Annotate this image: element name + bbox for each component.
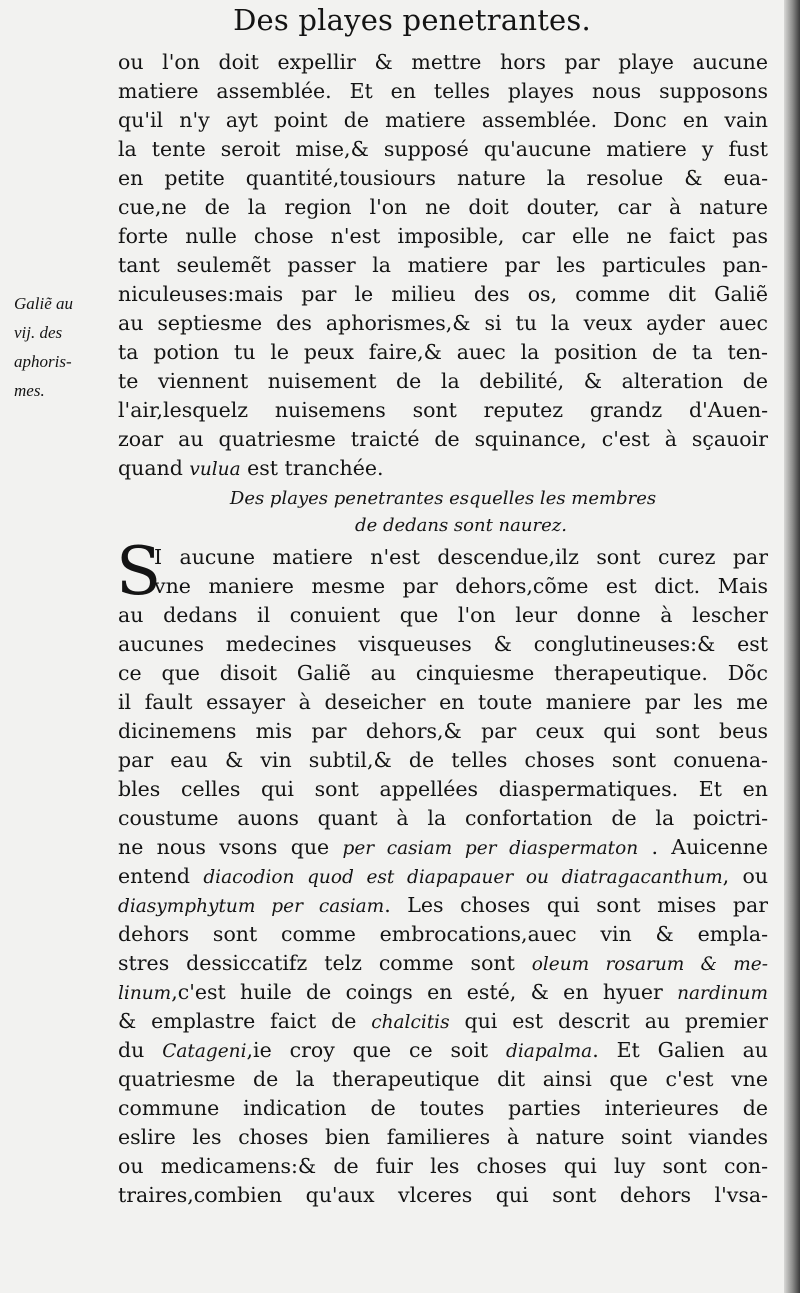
text-line: cue,ne de la region l'on ne doit douter, car à nature bbox=[118, 195, 768, 219]
text-line: ta potion tu le peux faire,& auec la position de ta ten- bbox=[118, 340, 768, 364]
text-line: forte nulle chose n'est imposible, car elle ne faict pas bbox=[118, 224, 768, 248]
text-line: I aucune matiere n'est descendue,ilz sont curez par bbox=[154, 545, 768, 569]
text-line: bles celles qui sont appellées diaspermatiques. Et en bbox=[118, 777, 768, 801]
text-line: quatriesme de la therapeutique dit ainsi que c'est vne bbox=[118, 1067, 768, 1091]
text-line: traires,combien qu'aux vlceres qui sont dehors l'vsa- bbox=[118, 1183, 768, 1207]
italic-term: diapalma bbox=[506, 1041, 593, 1062]
text-line: qu'il n'y ayt point de matiere assemblée. Donc en vain bbox=[118, 108, 768, 132]
margin-note-line: Galiẽ au bbox=[14, 294, 74, 313]
section-heading bbox=[118, 485, 768, 539]
italic-term: diasymphytum per casiam bbox=[118, 896, 385, 917]
text-line: tant seulemẽt passer la matiere par les particules pan- bbox=[118, 253, 768, 277]
text-line: il fault essayer à deseicher en toute maniere par les me bbox=[118, 690, 768, 714]
text-line: la tente seroit mise,& supposé qu'aucune matiere y fust bbox=[118, 137, 768, 161]
drop-cap: S bbox=[116, 533, 162, 610]
running-title: Des playes penetrantes. bbox=[233, 3, 591, 37]
text-line: quand vulua est tranchée. bbox=[118, 456, 384, 480]
paragraph-1 bbox=[118, 48, 768, 483]
text-line: matiere assemblée. Et en telles playes nous supposons bbox=[118, 79, 768, 103]
text-line: zoar au quatriesme traicté de squinance, c'est à sçauoir bbox=[118, 427, 768, 451]
text-line: diasymphytum per casiam. Les choses qui sont mises par bbox=[118, 893, 768, 917]
text-line: & emplastre faict de chalcitis qui est descrit au premier bbox=[118, 1009, 768, 1033]
text-line: dehors sont comme embrocations,auec vin & empla- bbox=[118, 922, 768, 946]
italic-term: per casiam per diaspermaton bbox=[342, 838, 639, 859]
page-edge-shadow bbox=[784, 0, 800, 1293]
text-line: en petite quantité,tousiours nature la resolue & eua- bbox=[118, 166, 768, 190]
text-line: stres dessiccatifz telz comme sont oleum rosarum & me- bbox=[118, 951, 768, 975]
text-line: niculeuses:mais par le milieu des os, comme dit Galiẽ bbox=[118, 282, 768, 306]
text-line: par eau & vin subtil,& de telles choses sont conuena- bbox=[118, 748, 768, 772]
text-line: ce que disoit Galiẽ au cinquiesme therapeutique. Dõc bbox=[118, 661, 768, 685]
text-line: dicinemens mis par dehors,& par ceux qui sont beus bbox=[118, 719, 768, 743]
margin-note-line: vij. des bbox=[14, 323, 63, 342]
text-line: ou l'on doit expellir & mettre hors par playe aucune bbox=[118, 50, 768, 74]
text-line: te viennent nuisement de la debilité, & alteration de bbox=[118, 369, 768, 393]
italic-term: vulua bbox=[189, 459, 241, 480]
margin-note bbox=[14, 289, 114, 405]
text-line: aucunes medecines visqueuses & conglutineuses:& est bbox=[118, 632, 768, 656]
text-line: vne maniere mesme par dehors,cõme est dict. Mais bbox=[154, 574, 768, 598]
text-line: du Catageni,ie croy que ce soit diapalma. Et Galien au bbox=[118, 1038, 768, 1062]
paragraph-2 bbox=[116, 533, 768, 1210]
text-line: entend diacodion quod est diapapauer ou diatragacanthum, ou bbox=[118, 864, 768, 888]
italic-term: chalcitis bbox=[371, 1012, 450, 1033]
section-heading-line: Des playes penetrantes esquelles les membres bbox=[229, 488, 657, 509]
text-line: l'air,lesquelz nuisemens sont reputez grandz d'Auen- bbox=[118, 398, 768, 422]
italic-term: diacodion quod est diapapauer ou diatragacanthum bbox=[203, 867, 723, 888]
italic-term: Catageni bbox=[162, 1041, 247, 1062]
text-line: eslire les choses bien familieres à nature soint viandes bbox=[118, 1125, 768, 1149]
text-line: commune indication de toutes parties interieures de bbox=[118, 1096, 768, 1120]
italic-term: linum bbox=[118, 983, 172, 1004]
text-line: au dedans il conuient que l'on leur donne à lescher bbox=[118, 603, 768, 627]
italic-term: oleum rosarum & me- bbox=[531, 954, 768, 975]
margin-note-line: aphoris- bbox=[14, 352, 72, 371]
text-line: ne nous vsons que per casiam per diaspermaton . Auicenne bbox=[118, 835, 768, 859]
text-line: linum,c'est huile de coings en esté, & en hyuer nardinum bbox=[118, 980, 768, 1004]
margin-note-line: mes. bbox=[14, 381, 45, 400]
italic-term: nardinum bbox=[677, 983, 768, 1004]
text-line: au septiesme des aphorismes,& si tu la veux ayder auec bbox=[118, 311, 768, 335]
text-body bbox=[118, 48, 768, 1210]
text-line: ou medicamens:& de fuir les choses qui luy sont con- bbox=[118, 1154, 768, 1178]
section-heading-line: de dedans sont naurez. bbox=[355, 515, 567, 536]
text-line: coustume auons quant à la confortation de la poictri- bbox=[118, 806, 768, 830]
